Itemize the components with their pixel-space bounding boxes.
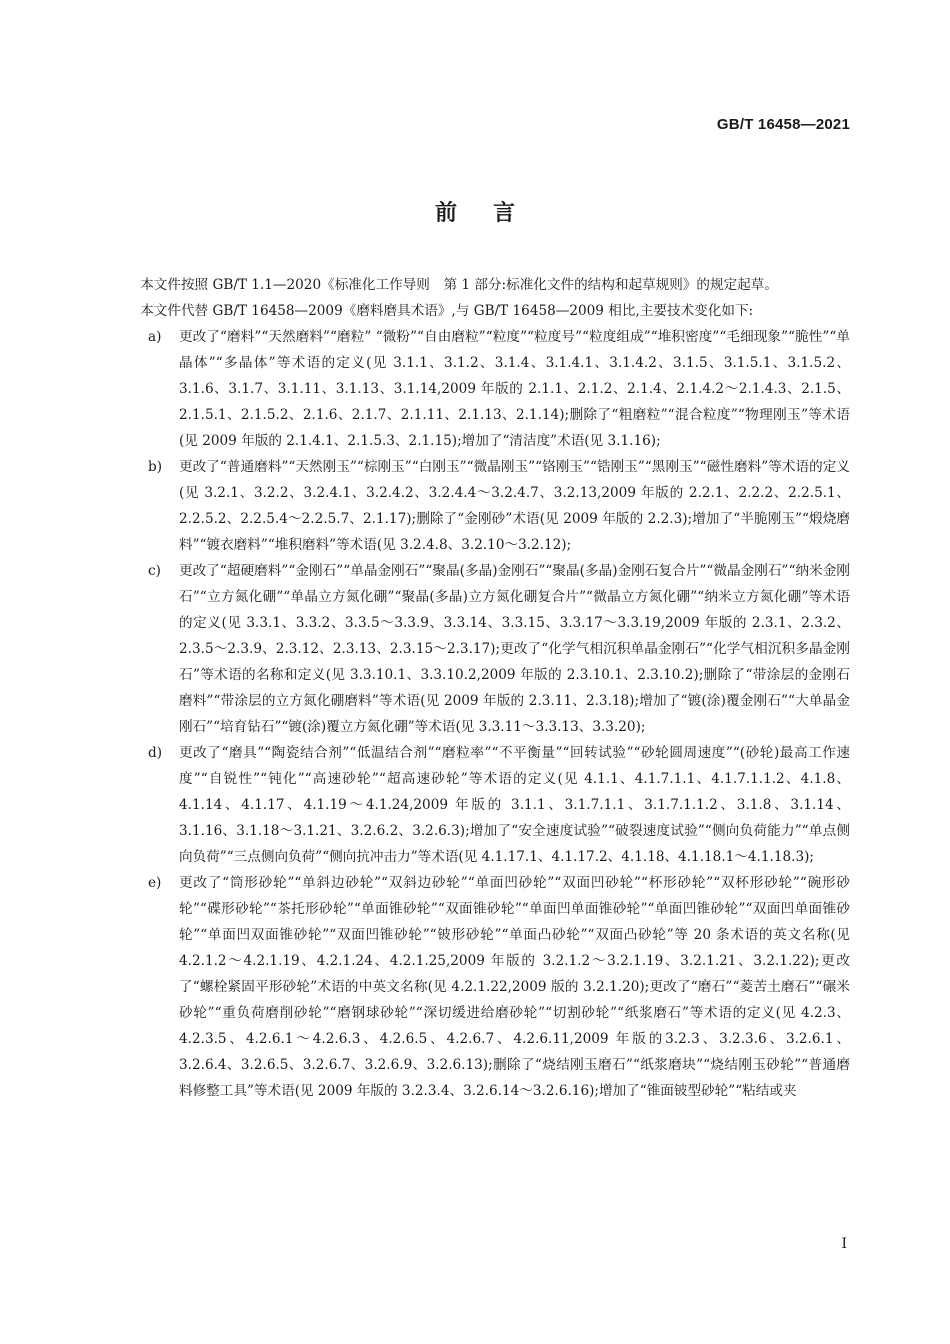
change-text: 更改了“普通磨料”“天然刚玉”“棕刚玉”“白刚玉”“微晶刚玉”“铬刚玉”“锆刚玉”“黑刚玉”“磁性磨料”等术语的定义(见 3.2.1、3.2.2、3.2.4.1、3.2.4.2、3.2.4.4～3.2.4.7、3.2.13,2009 年版的 2.2.1、2.2.2、2.2.5.1、2.2.5.2、2.2.5.4～2.2.5.7、2.1.17);删除了“金刚砂”术语(见 2009 年版的 2.2.3);增加了“半脆刚玉”“煅烧磨料”“镀衣磨料”“堆积磨料”等术语(见 3.2.4.8、3.2.10～3.2.12); [179,459,850,553]
change-item-b [113,454,850,558]
standard-number: GB/T 16458—2021 [716,116,850,133]
intro-paragraph-replacement: 本文件代替 GB/T 16458—2009《磨料磨具术语》,与 GB/T 16458—2009 相比,主要技术变化如下: [140,303,754,319]
document-body [113,272,850,1104]
changes-list [113,324,850,1104]
change-item-c [113,558,850,740]
list-marker: a) [148,329,162,345]
list-marker: e) [148,875,162,891]
change-item-e [113,870,850,1104]
list-marker: b) [148,459,163,475]
change-item-d [113,740,850,870]
change-text: 更改了“筒形砂轮”“单斜边砂轮”“双斜边砂轮”“单面凹砂轮”“双面凹砂轮”“杯形砂轮”“双杯形砂轮”“碗形砂轮”“碟形砂轮”“茶托形砂轮”“单面锥砂轮”“双面锥砂轮”“单面凹单面锥砂轮”“单面凹锥砂轮”“双面凹单面锥砂轮”“单面凹双面锥砂轮”“双面凹锥砂轮”“铍形砂轮”“单面凸砂轮”“双面凸砂轮”等 20 条术语的英文名称(见 4.2.1.2～4.2.1.19、4.2.1.24、4.2.1.25,2009 年版的 3.2.1.2～3.2.1.19、3.2.1.21、3.2.1.22);更改了“螺栓紧固平形砂轮”术语的中英文名称(见 4.2.1.22,2009 版的 3.2.1.20);更改了“磨石”“菱苦土磨石”“碾米砂轮”“重负荷磨削砂轮”“磨钢球砂轮”“深切缓进给磨砂轮”“切割砂轮”“纸浆磨石”等术语的定义(见 4.2.3、4.2.3.5、4.2.6.1～4.2.6.3、4.2.6.5、4.2.6.7、4.2.6.11,2009 年版的3.2.3、3.2.3.6、3.2.6.1、3.2.6.4、3.2.6.5、3.2.6.7、3.2.6.9、3.2.6.13);删除了“烧结刚玉磨石”“纸浆磨块”“烧结刚玉砂轮”“普通磨料修整工具”等术语(见 2009 年版的 3.2.3.4、3.2.6.14～3.2.6.16);增加了“锥面铍型砂轮”“粘结或夹 [179,875,850,1099]
intro-paragraph-drafting: 本文件按照 GB/T 1.1—2020《标准化工作导则 第 1 部分:标准化文件的结构和起草规则》的规定起草。 [140,277,778,293]
list-marker: c) [148,563,161,579]
list-marker: d) [148,745,163,761]
page-number: I [841,1236,847,1252]
page-title: 前言 [434,201,551,226]
change-text: 更改了“磨料”“天然磨料”“磨粒” “微粉”“自由磨粒”“粒度”“粒度号”“粒度组成”“堆积密度”“毛细现象”“脆性”“单晶体”“多晶体”等术语的定义(见 3.1.1、3.1.2、3.1.4、3.1.4.1、3.1.4.2、3.1.5、3.1.5.1、3.1.5.2、3.1.6、3.1.7、3.1.11、3.1.13、3.1.14,2009 年版的 2.1.1、2.1.2、2.1.4、2.1.4.2～2.1.4.3、2.1.5、2.1.5.1、2.1.5.2、2.1.6、2.1.7、2.1.11、2.1.13、2.1.14);删除了“粗磨粒”“混合粒度”“物理刚玉”等术语(见 2009 年版的 2.1.4.1、2.1.5.3、2.1.15);增加了“清洁度”术语(见 3.1.16); [179,329,850,449]
change-text: 更改了“磨具”“陶瓷结合剂”“低温结合剂”“磨粒率”“不平衡量”“回转试验”“砂轮圆周速度”“(砂轮)最高工作速度”“自锐性”“钝化”“高速砂轮”“超高速砂轮”等术语的定义(见 4.1.1、4.1.7.1.1、4.1.7.1.1.2、4.1.8、4.1.14、4.1.17、4.1.19～4.1.24,2009 年版的 3.1.1、3.1.7.1.1、3.1.7.1.1.2、3.1.8、3.1.14、3.1.16、3.1.18～3.1.21、3.2.6.2、3.2.6.3);增加了“安全速度试验”“破裂速度试验”“侧向负荷能力”“单点侧向负荷”“三点侧向负荷”“侧向抗冲击力”等术语(见 4.1.17.1、4.1.17.2、4.1.18、4.1.18.1～4.1.18.3); [179,745,850,865]
change-text: 更改了“超硬磨料”“金刚石”“单晶金刚石”“聚晶(多晶)金刚石”“聚晶(多晶)金刚石复合片”“微晶金刚石”“纳米金刚石”“立方氮化硼”“单晶立方氮化硼”“聚晶(多晶)立方氮化硼复合片”“微晶立方氮化硼”“纳米立方氮化硼”等术语的定义(见 3.3.1、3.3.2、3.3.5～3.3.9、3.3.14、3.3.15、3.3.17～3.3.19,2009 年版的 2.3.1、2.3.2、2.3.5～2.3.9、2.3.12、2.3.13、2.3.15～2.3.17);更改了“化学气相沉积单晶金刚石”“化学气相沉积多晶金刚石”等术语的名称和定义(见 3.3.10.1、3.3.10.2,2009 年版的 2.3.10.1、2.3.10.2);删除了“带涂层的金刚石磨料”“带涂层的立方氮化硼磨料”等术语(见 2009 年版的 2.3.11、2.3.18);增加了“镀(涂)覆金刚石”“大单晶金刚石”“培育钻石”“镀(涂)覆立方氮化硼”等术语(见 3.3.11～3.3.13、3.3.20); [179,563,850,735]
change-item-a [113,324,850,454]
